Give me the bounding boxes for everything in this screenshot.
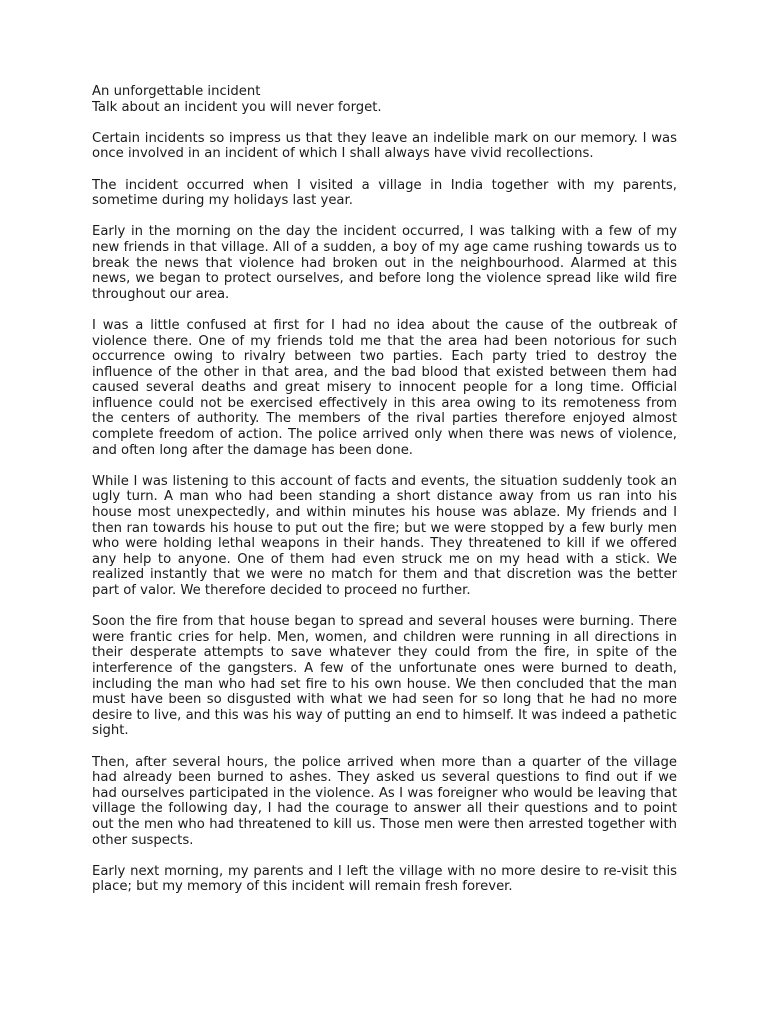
document-page	[92, 84, 677, 910]
document-prompt: Talk about an incident you will never forget.	[92, 99, 382, 115]
paragraph-7: Then, after several hours, the police arrived when more than a quarter of the village had already been burned to ashes. They asked us several questions to find out if we had ourselves participated in the violence. As I was foreigner who would be leaving that village the following day, I had the courage to answer all their questions and to point out the men who had threatened to kill us. Those men were then arrested together with other suspects.	[92, 754, 677, 848]
document-title: An unforgettable incident	[92, 84, 261, 99]
paragraph-1: Certain incidents so impress us that they leave an indelible mark on our memory. I was once involved in an incident of which I shall always have vivid recollections.	[92, 130, 677, 162]
paragraph-6: Soon the fire from that house began to spread and several houses were burning. There were frantic cries for help. Men, women, and children were running in all directions in their desperate attempts to save whatever they could from the fire, in spite of the interference of the gangsters. A few of the unfortunate ones were burned to death, including the man who had set fire to his own house. We then concluded that the man must have been so disgusted with what we had seen for so long that he had no more desire to live, and this was his way of putting an end to himself. It was indeed a pathetic sight.	[92, 614, 677, 739]
paragraph-2: The incident occurred when I visited a village in India together with my parents, sometime during my holidays last year.	[92, 177, 677, 209]
paragraph-5: While I was listening to this account of facts and events, the situation suddenly took an ugly turn. A man who had been standing a short distance away from us ran into his house most unexpectedly, and within minutes his house was ablaze. My friends and I then ran towards his house to put out the fire; but we were stopped by a few burly men who were holding lethal weapons in their hands. They threatened to kill if we offered any help to anyone. One of them had even struck me on my head with a stick. We realized instantly that we were no match for them and that discretion was the better part of valor. We therefore decided to proceed no further.	[92, 473, 677, 598]
paragraph-3: Early in the morning on the day the incident occurred, I was talking with a few of my new friends in that village. All of a sudden, a boy of my age came rushing towards us to break the news that violence had broken out in the neighbourhood. Alarmed at this news, we began to protect ourselves, and before long the violence spread like wild fire throughout our area.	[92, 224, 677, 302]
paragraph-4: I was a little confused at first for I had no idea about the cause of the outbreak of violence there. One of my friends told me that the area had been notorious for such occurrence owing to rivalry between two parties. Each party tried to destroy the influence of the other in that area, and the bad blood that existed between them had caused several deaths and great misery to innocent people for a long time. Official influence could not be exercised effectively in this area owing to its remoteness from the centers of authority. The members of the rival parties therefore enjoyed almost complete freedom of action. The police arrived only when there was news of violence, and often long after the damage has been done.	[92, 317, 677, 458]
paragraph-8: Early next morning, my parents and I left the village with no more desire to re-visit this place; but my memory of this incident will remain fresh forever.	[92, 863, 677, 895]
heading-block	[92, 84, 677, 115]
